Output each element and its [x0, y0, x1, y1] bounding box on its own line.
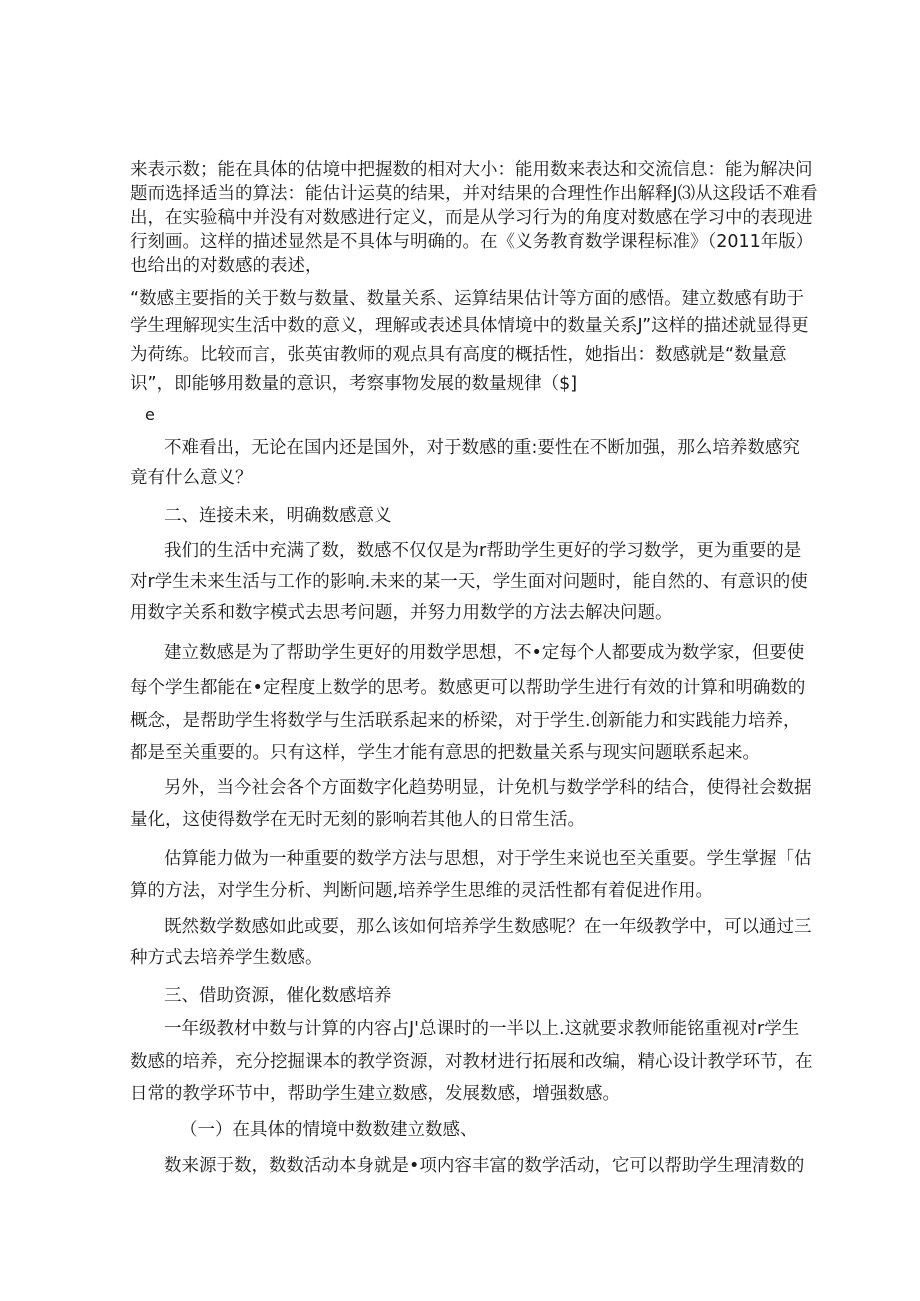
paragraph-line: 不难看出，无论在国内还是国外，对于数感的重:要性在不断加强，那么培养数感究 [164, 438, 800, 458]
paragraph-line: 既然数学数感如此或要，那么该如何培养学生数感呢？在一年级教学中，可以通过三 [164, 917, 812, 937]
quote-line: “数感主要指的关于数与数量、数量关系、运算结果估计等方面的感悟。建立数感有助于 [130, 289, 805, 309]
paragraph-line: 另外，当今社会各个方面数字化趋势明显，计免机与数学学科的结合，使得社会数据 [164, 778, 812, 798]
paragraph-line: 对r学生未来生活与工作的影响.未来的某一天，学生面对问题时，能自然的、有意识的使 [130, 572, 808, 592]
paragraph-line: 日常的教学环节中，帮助学生建立数感，发展数感，增强数感。 [130, 1084, 620, 1104]
paragraph-line: 行刻画。这样的描述显然是不具体与明确的。在《义务教育数学课程标准》（2011年版） [130, 232, 814, 252]
paragraph-line: 量化，这使得数学在无时无刻的影响若其他人的日常生活。 [130, 810, 585, 830]
paragraph-line: 出，在实验稿中并没有对数感进行定义，而是从学习行为的角度对数感在学习中的表现进 [130, 208, 813, 228]
paragraph-line: 每个学生都能在•定程度上数学的思考。数感更可以帮助学生进行有效的计算和明确数的 [130, 678, 806, 698]
paragraph-line: 算的方法，对学生分析、判断问题,培养学生思维的灵活性都有着促进作用。 [130, 881, 714, 901]
quote-line: 为荷练。比较而言，张英宙教师的观点具有高度的概括性，她指出：数感就是“数量意 [130, 345, 787, 365]
paragraph-line: 数感的培养，充分挖掘课本的教学资源，对教材进行拓展和改编，精心设计教学环节，在 [130, 1052, 813, 1072]
paragraph-line: 用数字关系和数字模式去思考问题，并努力用数学的方法去解决问题。 [130, 603, 673, 623]
paragraph-line: 数来源于数，数数活动本身就是•项内容丰富的数学活动，它可以帮助学生理清数的 [164, 1156, 805, 1176]
paragraph-line: 种方式去培养学生数感。 [130, 948, 323, 968]
paragraph-line: 题而选择适当的算法：能估计运莫的结果，并对结果的合理性作出解释J⑶从这段话不难看 [130, 184, 818, 204]
quote-line: 识”，即能够用数量的意识，考察事物发展的数量规律（$] [130, 374, 578, 394]
paragraph-line: 建立数感是为了帮助学生更好的用数学思想，不•定每个人都要成为数学家，但要使 [164, 643, 805, 663]
subsection-heading: （一）在具体的情境中数数建立数感、 [180, 1120, 478, 1140]
paragraph-line: 估算能力做为一种重要的数学方法与思想，对于学生来说也至关重要。学生掌握「估 [164, 849, 812, 869]
paragraph-line: 我们的生活中充满了数，数感不仅仅是为r帮助学生更好的学习数学，更为重要的是 [164, 541, 802, 561]
section-heading: 三、借助资源，催化数感培养 [164, 986, 392, 1006]
paragraph-line: 都是至关重要的。只有这样，学生才能有意思的把数量关系与现实问题联系起来。 [130, 743, 760, 763]
paragraph-line: 来表示数；能在具体的估境中把握数的相对大小：能用数来表达和交流信息：能为解决问 [130, 160, 813, 180]
section-heading: 二、连接未来，明确数感意义 [164, 506, 392, 526]
quote-line: 学生理解现实生活中数的意义，理解或表述具体情境中的数量关系J”这样的描述就显得更 [130, 316, 809, 336]
paragraph-line: 竟有什么意义？ [130, 468, 253, 488]
paragraph-line: 概念，是帮助学生将数学与生活联系起来的桥梁，对于学生.创新能力和实践能力培养， [130, 711, 801, 731]
stray-mark: e [145, 405, 155, 424]
paragraph-line: 也给出的对数感的表述， [130, 256, 323, 276]
paragraph-line: 一年级教材中数与计算的内容占J'总课时的一半以上.这就要求教师能铭重视对r学生 [164, 1019, 800, 1039]
